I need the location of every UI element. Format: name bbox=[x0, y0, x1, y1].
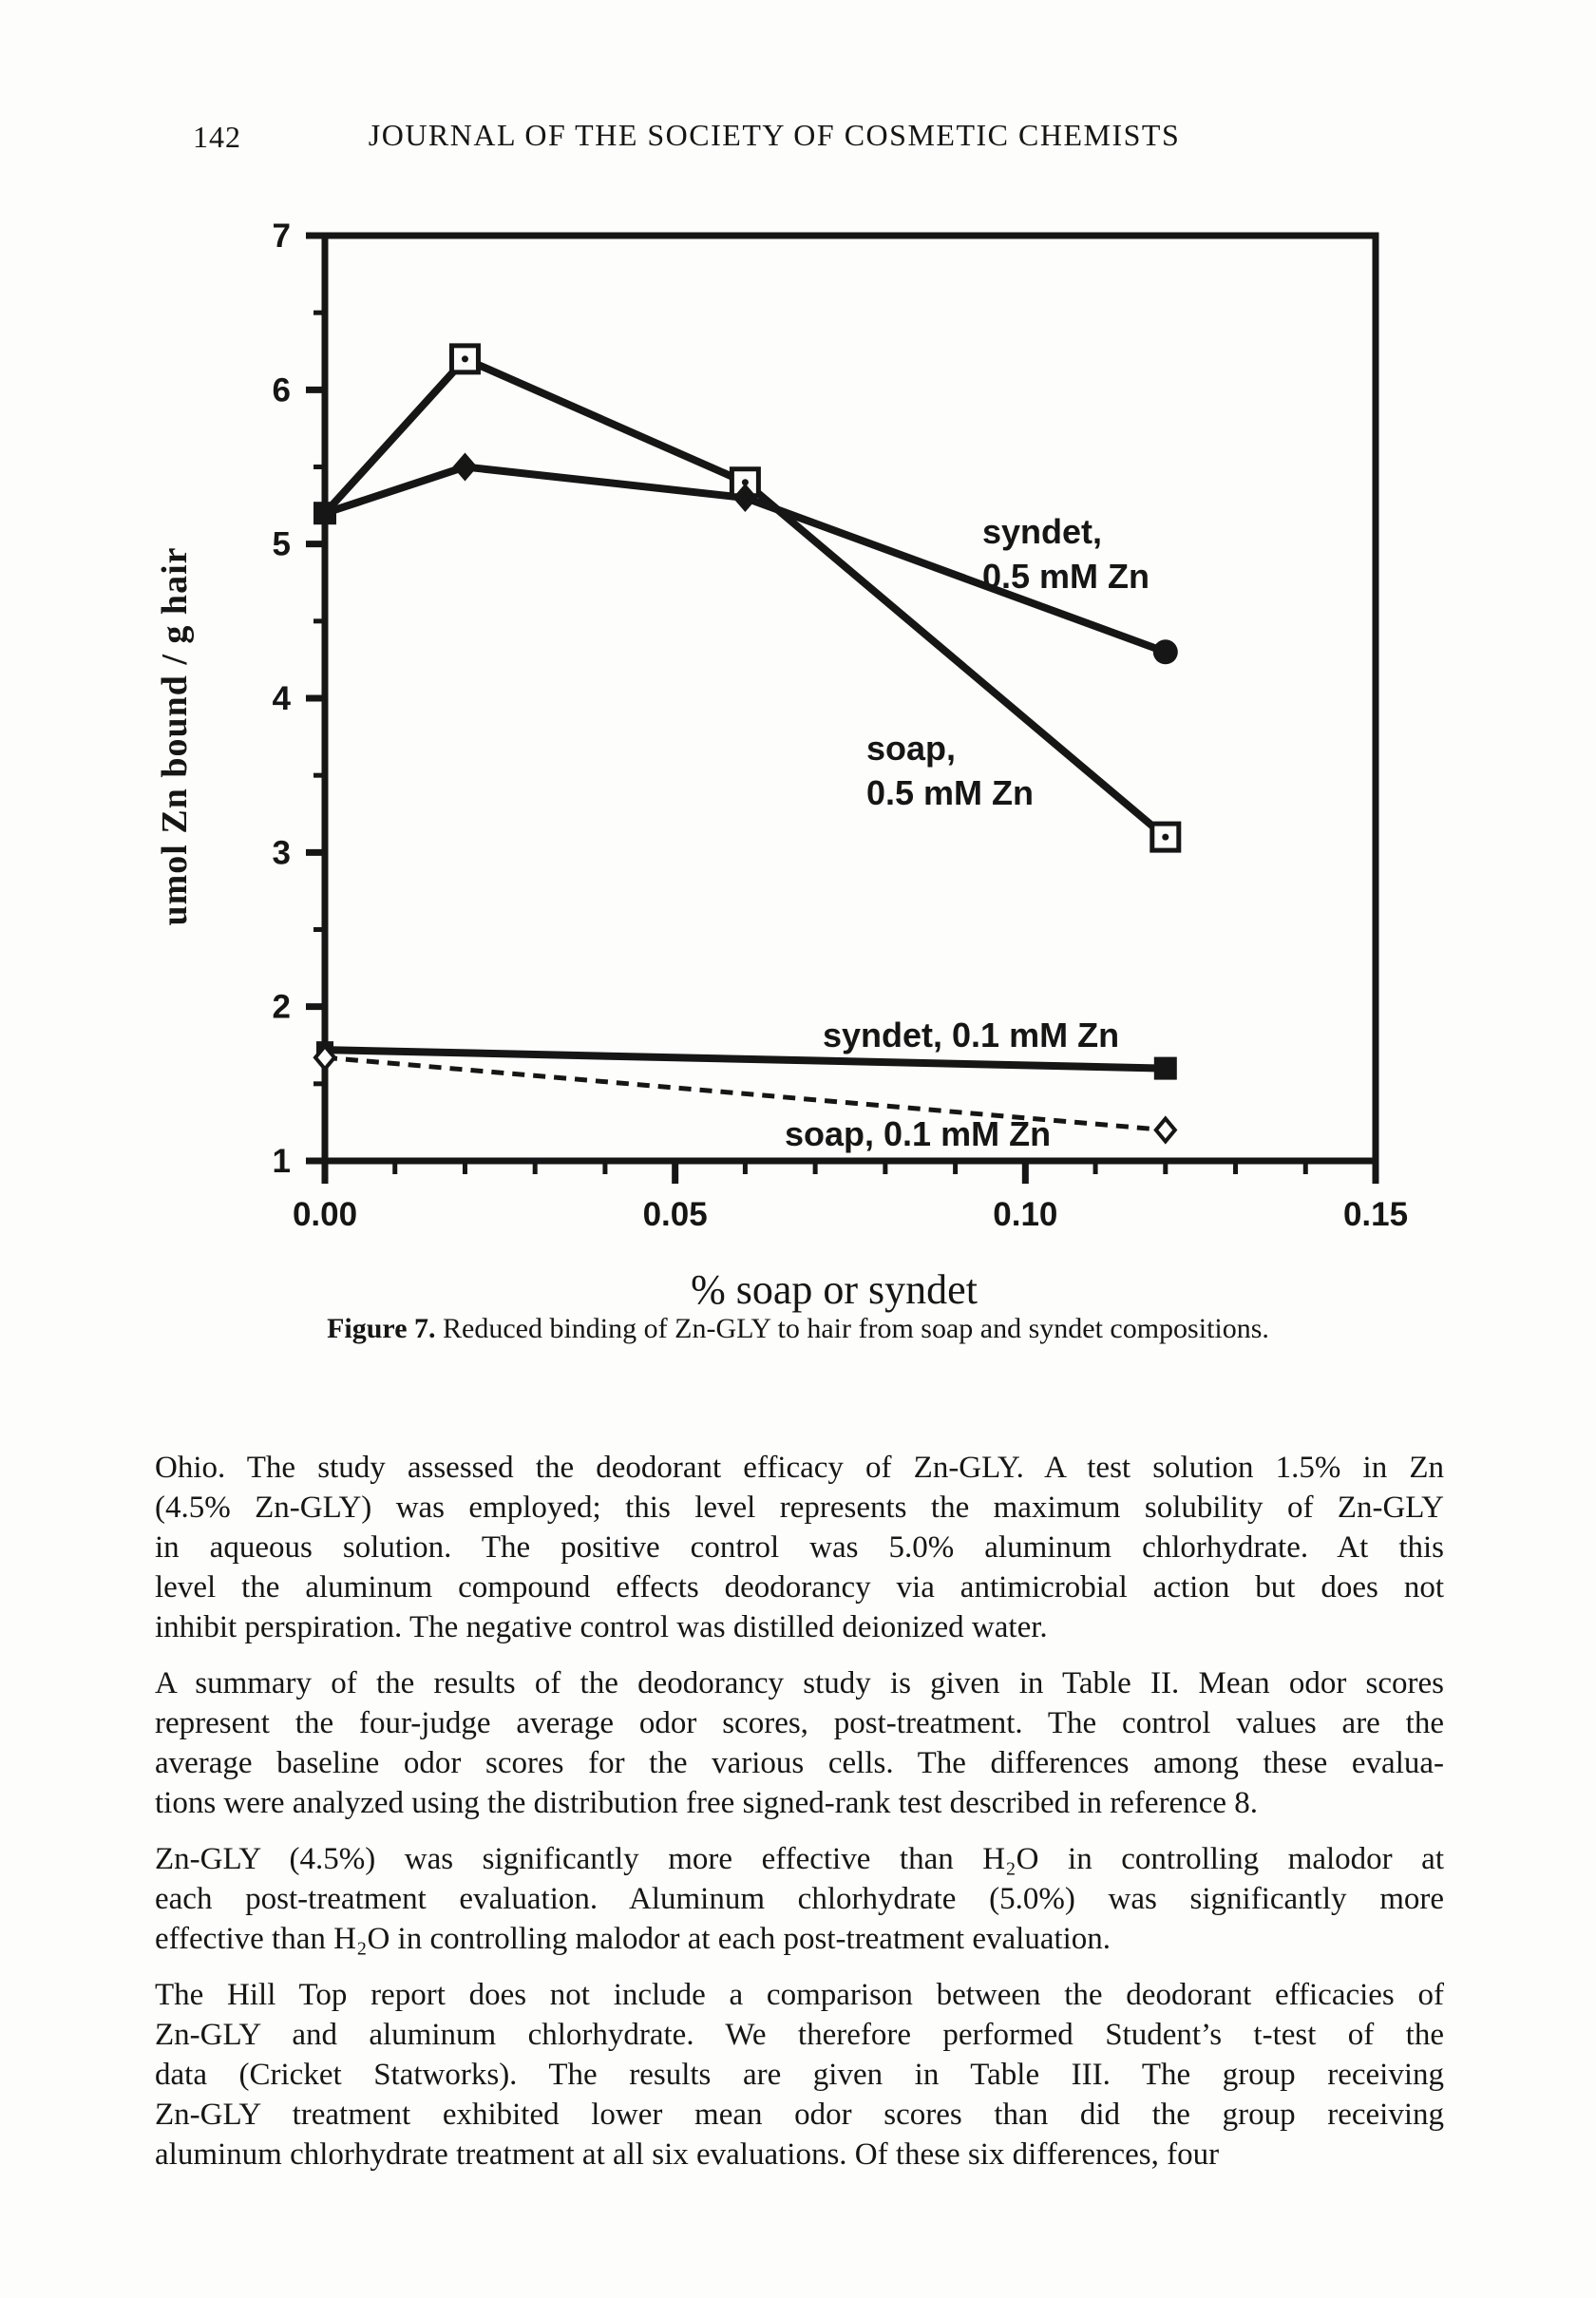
figure-caption-label: Figure 7. bbox=[327, 1313, 436, 1344]
y-tick-label: 1 bbox=[272, 1143, 291, 1180]
series-annotation: syndet, 0.1 mM Zn bbox=[823, 1016, 1120, 1054]
body-line: effective than H₂O in controlling malodor at each post-treatment evaluation. bbox=[155, 1922, 1112, 1956]
body-line: represent the four-judge average odor scores, post-treatment. The control values are the bbox=[155, 1706, 1444, 1740]
marker-open-square-dot bbox=[1162, 834, 1168, 841]
body-line: each post-treatment evaluation. Aluminum chlorhydrate (5.0%) was significantly more bbox=[155, 1882, 1444, 1916]
marker-filled-diamond bbox=[452, 453, 477, 482]
body-line: data (Cricket Statworks). The results are given in Table III. The group receiving bbox=[155, 2058, 1444, 2092]
body-line: in aqueous solution. The positive control was 5.0% aluminum chlorhydrate. At this bbox=[155, 1530, 1444, 1565]
marker-open-diamond bbox=[1156, 1119, 1175, 1142]
body-line: average baseline odor scores for the various cells. The differences among these evalua- bbox=[155, 1746, 1444, 1780]
paragraph bbox=[155, 1663, 1444, 1823]
x-tick-label: 0.10 bbox=[993, 1196, 1058, 1233]
body-line: level the aluminum compound effects deodorancy via antimicrobial action but does not bbox=[155, 1570, 1444, 1605]
body-line: tions were analyzed using the distribution free signed-rank test described in reference 8. bbox=[155, 1786, 1258, 1820]
series-annotation: soap, bbox=[866, 729, 957, 768]
x-axis-title: % soap or syndet bbox=[691, 1266, 978, 1313]
series-annotation: soap, 0.1 mM Zn bbox=[785, 1114, 1052, 1153]
body-line: A summary of the results of the deodorancy study is given in Table II. Mean odor scores bbox=[155, 1666, 1444, 1700]
y-tick-label: 3 bbox=[272, 834, 291, 872]
series-annotation: syndet, bbox=[982, 512, 1103, 551]
body-line: Zn-GLY and aluminum chlorhydrate. We therefore performed Student’s t-test of the bbox=[155, 2018, 1444, 2052]
y-tick-label: 6 bbox=[272, 371, 291, 409]
body-line: Zn-GLY treatment exhibited lower mean odor scores than did the group receiving bbox=[155, 2098, 1444, 2132]
body-line: (4.5% Zn-GLY) was employed; this level represents the maximum solubility of Zn-GLY bbox=[155, 1491, 1444, 1525]
body-text bbox=[155, 1448, 1444, 2175]
series-line-soap-0-5-mM-Zn bbox=[325, 359, 1166, 837]
paragraph bbox=[155, 1839, 1444, 1959]
body-line: Zn-GLY (4.5%) was significantly more effective than H₂O in controlling malodor at bbox=[155, 1842, 1444, 1876]
x-tick-label: 0.00 bbox=[292, 1196, 358, 1233]
figure-caption bbox=[0, 1313, 1596, 1345]
page-number: 142 bbox=[193, 120, 241, 154]
body-line: aluminum chlorhydrate treatment at all six evaluations. Of these six differences, four bbox=[155, 2137, 1220, 2172]
series-annotation: 0.5 mM Zn bbox=[866, 773, 1035, 812]
body-line: The Hill Top report does not include a comparison between the deodorant efficacies of bbox=[155, 1978, 1444, 2012]
y-tick-label: 5 bbox=[272, 525, 291, 563]
x-tick-label: 0.05 bbox=[642, 1196, 708, 1233]
y-tick-label: 2 bbox=[272, 988, 291, 1026]
paragraph bbox=[155, 1448, 1444, 1647]
series-annotation: 0.5 mM Zn bbox=[982, 557, 1150, 596]
paragraph bbox=[155, 1975, 1444, 2175]
body-line: inhibit perspiration. The negative control was distilled deionized water. bbox=[155, 1610, 1048, 1644]
journal-title: JOURNAL OF THE SOCIETY OF COSMETIC CHEMISTS bbox=[368, 118, 1181, 152]
body-line: Ohio. The study assessed the deodorant efficacy of Zn-GLY. A test solution 1.5% in Zn bbox=[155, 1451, 1444, 1485]
marker-open-square-dot bbox=[462, 355, 468, 362]
marker-filled-square bbox=[314, 502, 336, 524]
y-axis-title: umol Zn bound / g hair bbox=[155, 546, 195, 926]
x-tick-label: 0.15 bbox=[1342, 1196, 1409, 1233]
figure-caption-text: Reduced binding of Zn-GLY to hair from soap and syndet compositions. bbox=[435, 1313, 1269, 1344]
y-tick-label: 7 bbox=[272, 218, 291, 255]
marker-filled-square bbox=[1154, 1057, 1177, 1080]
marker-filled-circle bbox=[1153, 639, 1178, 664]
y-tick-label: 4 bbox=[272, 680, 291, 717]
